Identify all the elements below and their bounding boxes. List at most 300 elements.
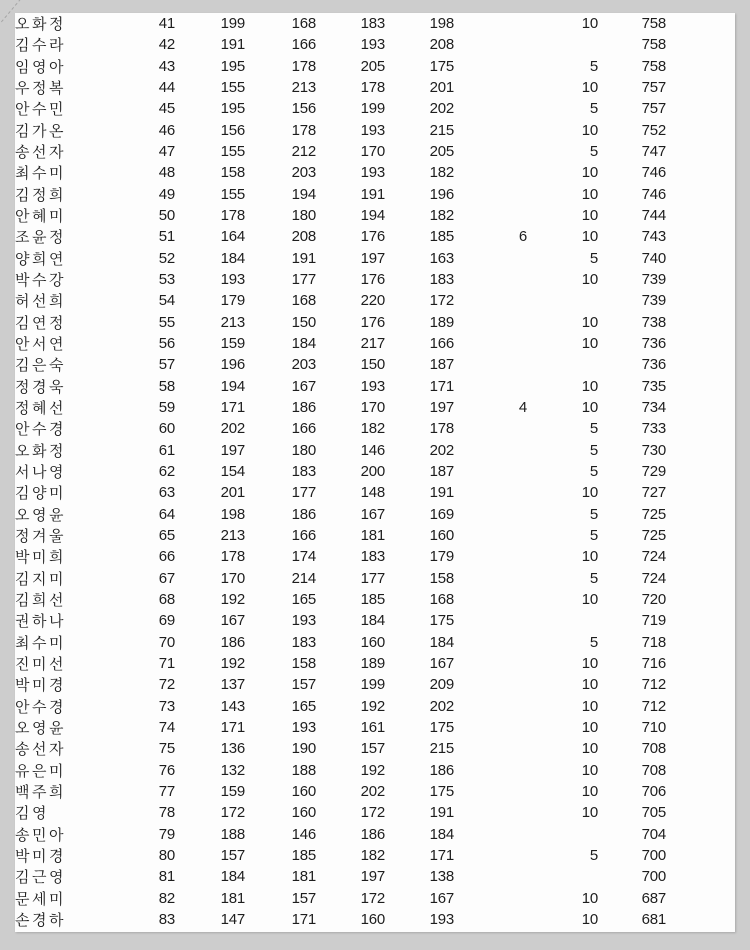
rank-cell: 73 — [158, 697, 175, 715]
handicap-cell — [454, 461, 527, 482]
total-cell: 725 — [641, 505, 666, 523]
game1-cell: 164 — [220, 228, 245, 246]
table-row — [15, 312, 735, 333]
spacer-cell — [666, 290, 735, 311]
total-cell: 724 — [641, 548, 666, 566]
game1-cell: 154 — [220, 463, 245, 481]
game3-cell: 160 — [360, 633, 385, 651]
total-cell: 758 — [641, 36, 666, 54]
total-cell: 712 — [641, 697, 666, 715]
spacer-cell — [666, 184, 735, 205]
game1-cell: 188 — [220, 825, 245, 843]
game3-cell: 148 — [360, 484, 385, 502]
table-row — [15, 141, 735, 162]
game1-cell: 155 — [220, 143, 245, 161]
handicap-cell — [454, 248, 527, 269]
player-name-cell: 정혜선 — [15, 400, 66, 418]
game2-cell: 213 — [291, 79, 316, 97]
game3-cell: 172 — [360, 889, 385, 907]
total-cell: 734 — [641, 399, 666, 417]
game2-cell: 166 — [291, 36, 316, 54]
game2-cell: 160 — [291, 804, 316, 822]
bonus-cell: 10 — [581, 207, 598, 225]
game1-cell: 159 — [220, 335, 245, 353]
total-cell: 708 — [641, 740, 666, 758]
table-row — [15, 184, 735, 205]
handicap-cell — [454, 525, 527, 546]
table-row — [15, 205, 735, 226]
bonus-cell: 10 — [581, 228, 598, 246]
game2-cell: 167 — [291, 377, 316, 395]
game3-cell: 197 — [360, 249, 385, 267]
game3-cell: 193 — [360, 121, 385, 139]
handicap-cell — [454, 141, 527, 162]
game2-cell: 193 — [291, 718, 316, 736]
total-cell: 681 — [641, 910, 666, 928]
total-cell: 752 — [641, 121, 666, 139]
bonus-cell: 5 — [589, 143, 598, 161]
handicap-cell — [454, 781, 527, 802]
game3-cell: 176 — [360, 228, 385, 246]
player-name-cell: 김은숙 — [15, 357, 66, 375]
game1-cell: 178 — [220, 207, 245, 225]
total-cell: 744 — [641, 207, 666, 225]
handicap-cell — [454, 653, 527, 674]
rank-cell: 80 — [158, 846, 175, 864]
game3-cell: 172 — [360, 804, 385, 822]
player-name-cell: 허선희 — [15, 293, 66, 311]
player-name-cell: 최수미 — [15, 634, 66, 652]
bonus-cell: 10 — [581, 121, 598, 139]
score-table-body — [15, 13, 735, 930]
table-row — [15, 120, 735, 141]
table-row — [15, 568, 735, 589]
player-name-cell: 오영윤 — [15, 719, 66, 737]
handicap-cell — [454, 290, 527, 311]
player-name-cell: 오화정 — [15, 442, 66, 460]
game2-cell: 158 — [291, 655, 316, 672]
total-cell: 736 — [641, 356, 666, 374]
game3-cell: 182 — [360, 846, 385, 864]
game3-cell: 186 — [360, 825, 385, 843]
total-cell: 710 — [641, 718, 666, 736]
handicap-cell — [454, 610, 527, 631]
handicap-cell — [454, 269, 527, 290]
game4-cell: 198 — [429, 15, 454, 33]
rank-cell: 55 — [158, 313, 175, 331]
table-row — [15, 887, 735, 908]
table-row — [15, 759, 735, 780]
game3-cell: 193 — [360, 377, 385, 395]
spacer-cell — [666, 248, 735, 269]
game2-cell: 180 — [291, 207, 316, 225]
player-name-cell: 김지미 — [15, 570, 66, 588]
total-cell: 706 — [641, 782, 666, 800]
rank-cell: 59 — [158, 399, 175, 417]
game4-cell: 201 — [429, 79, 454, 97]
table-row — [15, 525, 735, 546]
rank-cell: 66 — [158, 548, 175, 566]
table-row — [15, 333, 735, 354]
handicap-cell — [454, 738, 527, 759]
game1-cell: 202 — [220, 420, 245, 438]
handicap-cell — [454, 418, 527, 439]
handicap-cell — [454, 759, 527, 780]
rank-cell: 63 — [158, 484, 175, 502]
table-row — [15, 653, 735, 674]
game2-cell: 160 — [291, 782, 316, 800]
game3-cell: 193 — [360, 164, 385, 182]
spacer-cell — [666, 461, 735, 482]
game1-cell: 179 — [220, 292, 245, 310]
game1-cell: 137 — [220, 676, 245, 694]
rank-cell: 61 — [158, 441, 175, 459]
handicap-cell — [454, 482, 527, 503]
game3-cell: 205 — [360, 57, 385, 75]
spacer-cell — [666, 568, 735, 589]
bonus-cell: 10 — [581, 697, 598, 715]
spacer-cell — [666, 589, 735, 610]
game4-cell: 182 — [429, 164, 454, 182]
bonus-cell: 10 — [581, 782, 598, 800]
game4-cell: 171 — [429, 377, 454, 395]
bonus-cell: 5 — [589, 420, 598, 438]
game3-cell: 194 — [360, 207, 385, 225]
table-row — [15, 397, 735, 418]
player-name-cell: 정겨울 — [15, 528, 66, 546]
bonus-cell: 10 — [581, 718, 598, 736]
handicap-cell — [454, 205, 527, 226]
game2-cell: 180 — [291, 441, 316, 459]
handicap-cell — [454, 802, 527, 823]
player-name-cell: 조윤정 — [15, 229, 66, 247]
handicap-cell — [454, 34, 527, 55]
game1-cell: 184 — [220, 868, 245, 886]
spacer-cell — [666, 34, 735, 55]
game4-cell: 202 — [429, 697, 454, 715]
game1-cell: 195 — [220, 100, 245, 118]
handicap-cell — [454, 162, 527, 183]
player-name-cell: 양희연 — [15, 250, 66, 268]
player-name-cell: 김정희 — [15, 186, 66, 204]
game1-cell: 198 — [220, 505, 245, 523]
game1-cell: 197 — [220, 441, 245, 459]
rank-cell: 41 — [158, 15, 175, 33]
game1-cell: 191 — [220, 36, 245, 54]
total-cell: 687 — [641, 889, 666, 907]
handicap-cell — [454, 696, 527, 717]
game1-cell: 171 — [220, 718, 245, 736]
game4-cell: 202 — [429, 441, 454, 459]
game1-cell: 156 — [220, 121, 245, 139]
spacer-cell — [666, 56, 735, 77]
game1-cell: 192 — [220, 655, 245, 672]
spacer-cell — [666, 653, 735, 674]
bonus-cell: 10 — [581, 548, 598, 566]
rank-cell: 45 — [158, 100, 175, 118]
spacer-cell — [666, 269, 735, 290]
handicap-cell — [454, 333, 527, 354]
rank-cell: 54 — [158, 292, 175, 310]
bonus-cell: 5 — [589, 57, 598, 75]
game2-cell: 166 — [291, 420, 316, 438]
game1-cell: 193 — [220, 271, 245, 289]
game3-cell: 220 — [360, 292, 385, 310]
game1-cell: 186 — [220, 633, 245, 651]
game3-cell: 146 — [360, 441, 385, 459]
rank-cell: 65 — [158, 527, 175, 545]
bonus-cell: 10 — [581, 164, 598, 182]
total-cell: 757 — [641, 100, 666, 118]
game2-cell: 186 — [291, 505, 316, 523]
game4-cell: 158 — [429, 569, 454, 587]
total-cell: 704 — [641, 825, 666, 843]
game1-cell: 155 — [220, 185, 245, 203]
handicap-cell — [454, 13, 527, 34]
player-name-cell: 박미경 — [15, 677, 66, 695]
rank-cell: 48 — [158, 164, 175, 182]
game3-cell: 192 — [360, 697, 385, 715]
bonus-cell: 5 — [589, 100, 598, 118]
player-name-cell: 서나영 — [15, 464, 66, 482]
player-name-cell: 최수미 — [15, 165, 66, 183]
spacer-cell — [666, 141, 735, 162]
player-name-cell: 박미희 — [15, 549, 66, 567]
handicap-cell — [454, 376, 527, 397]
game3-cell: 178 — [360, 79, 385, 97]
game2-cell: 184 — [291, 335, 316, 353]
spacer-cell — [666, 162, 735, 183]
game4-cell: 178 — [429, 420, 454, 438]
total-cell: 712 — [641, 676, 666, 694]
player-name-cell: 오영윤 — [15, 506, 66, 524]
handicap-cell — [454, 56, 527, 77]
game1-cell: 196 — [220, 356, 245, 374]
spacer-cell — [666, 845, 735, 866]
bonus-cell: 10 — [581, 676, 598, 694]
game2-cell: 178 — [291, 121, 316, 139]
total-cell: 736 — [641, 335, 666, 353]
game3-cell: 192 — [360, 761, 385, 779]
game4-cell: 184 — [429, 825, 454, 843]
rank-cell: 44 — [158, 79, 175, 97]
spacer-cell — [666, 610, 735, 631]
game4-cell: 160 — [429, 527, 454, 545]
player-name-cell: 박수강 — [15, 272, 66, 290]
rank-cell: 83 — [158, 910, 175, 928]
total-cell: 743 — [641, 228, 666, 246]
rank-cell: 78 — [158, 804, 175, 822]
handicap-cell — [454, 632, 527, 653]
handicap-cell — [454, 589, 527, 610]
game1-cell: 132 — [220, 761, 245, 779]
game4-cell: 168 — [429, 591, 454, 609]
game4-cell: 186 — [429, 761, 454, 779]
game4-cell: 163 — [429, 249, 454, 267]
bonus-cell: 10 — [581, 761, 598, 779]
total-cell: 718 — [641, 633, 666, 651]
spacer-cell — [666, 738, 735, 759]
bonus-cell: 5 — [589, 527, 598, 545]
game2-cell: 165 — [291, 697, 316, 715]
game2-cell: 208 — [291, 228, 316, 246]
game2-cell: 185 — [291, 846, 316, 864]
game3-cell: 170 — [360, 143, 385, 161]
bonus-cell: 10 — [581, 910, 598, 928]
game2-cell: 203 — [291, 164, 316, 182]
player-name-cell: 유은미 — [15, 762, 66, 780]
game3-cell: 185 — [360, 591, 385, 609]
handicap-cell — [454, 717, 527, 738]
spacer-cell — [666, 546, 735, 567]
game4-cell: 208 — [429, 36, 454, 54]
rank-cell: 71 — [158, 655, 175, 672]
game1-cell: 194 — [220, 377, 245, 395]
handicap-cell — [454, 568, 527, 589]
table-row — [15, 866, 735, 887]
game3-cell: 182 — [360, 420, 385, 438]
rank-cell: 82 — [158, 889, 175, 907]
game4-cell: 215 — [429, 121, 454, 139]
table-row — [15, 610, 735, 631]
bonus-cell: 10 — [581, 377, 598, 395]
player-name-cell: 김영 — [15, 805, 49, 823]
rank-cell: 64 — [158, 505, 175, 523]
game1-cell: 178 — [220, 548, 245, 566]
spacer-cell — [666, 418, 735, 439]
game4-cell: 179 — [429, 548, 454, 566]
game3-cell: 193 — [360, 36, 385, 54]
game2-cell: 146 — [291, 825, 316, 843]
rank-cell: 79 — [158, 825, 175, 843]
game2-cell: 166 — [291, 527, 316, 545]
table-row — [15, 226, 735, 247]
game3-cell: 167 — [360, 505, 385, 523]
handicap-cell — [454, 887, 527, 908]
game2-cell: 165 — [291, 591, 316, 609]
table-row — [15, 440, 735, 461]
game2-cell: 157 — [291, 889, 316, 907]
player-name-cell: 정경욱 — [15, 378, 66, 396]
table-row — [15, 13, 735, 34]
game1-cell: 147 — [220, 910, 245, 928]
handicap-cell — [454, 674, 527, 695]
bonus-cell — [527, 354, 598, 375]
rank-cell: 43 — [158, 57, 175, 75]
total-cell: 729 — [641, 463, 666, 481]
total-cell: 758 — [641, 57, 666, 75]
game1-cell: 213 — [220, 313, 245, 331]
rank-cell: 68 — [158, 591, 175, 609]
spacer-cell — [666, 504, 735, 525]
game3-cell: 189 — [360, 655, 385, 672]
spacer-cell — [666, 759, 735, 780]
game4-cell: 189 — [429, 313, 454, 331]
rank-cell: 67 — [158, 569, 175, 587]
total-cell: 700 — [641, 846, 666, 864]
total-cell: 747 — [641, 143, 666, 161]
total-cell: 720 — [641, 591, 666, 609]
handicap-cell: 4 — [518, 399, 527, 417]
document-page — [15, 13, 735, 932]
game1-cell: 155 — [220, 79, 245, 97]
spacer-cell — [666, 781, 735, 802]
spacer-cell — [666, 802, 735, 823]
table-row — [15, 162, 735, 183]
handicap-cell — [454, 845, 527, 866]
bonus-cell: 5 — [589, 633, 598, 651]
game3-cell: 199 — [360, 676, 385, 694]
game4-cell: 171 — [429, 846, 454, 864]
game2-cell: 174 — [291, 548, 316, 566]
game2-cell: 157 — [291, 676, 316, 694]
game2-cell: 156 — [291, 100, 316, 118]
rank-cell: 76 — [158, 761, 175, 779]
total-cell: 730 — [641, 441, 666, 459]
game3-cell: 150 — [360, 356, 385, 374]
handicap-cell — [454, 546, 527, 567]
game4-cell: 175 — [429, 57, 454, 75]
game4-cell: 138 — [429, 868, 454, 886]
game4-cell: 205 — [429, 143, 454, 161]
total-cell: 746 — [641, 164, 666, 182]
bonus-cell: 10 — [581, 591, 598, 609]
bonus-cell: 10 — [581, 313, 598, 331]
game1-cell: 158 — [220, 164, 245, 182]
player-name-cell: 안수경 — [15, 421, 66, 439]
table-row — [15, 696, 735, 717]
game1-cell: 213 — [220, 527, 245, 545]
game1-cell: 195 — [220, 57, 245, 75]
bonus-cell: 5 — [589, 505, 598, 523]
rank-cell: 62 — [158, 463, 175, 481]
rank-cell: 69 — [158, 612, 175, 630]
bonus-cell — [527, 610, 598, 631]
table-row — [15, 909, 735, 930]
bonus-cell: 10 — [581, 185, 598, 203]
total-cell: 735 — [641, 377, 666, 395]
player-name-cell: 손경하 — [15, 911, 66, 929]
rank-cell: 57 — [158, 356, 175, 374]
bonus-cell — [527, 866, 598, 887]
game2-cell: 178 — [291, 57, 316, 75]
bonus-cell: 5 — [589, 569, 598, 587]
table-row — [15, 781, 735, 802]
game4-cell: 193 — [429, 910, 454, 928]
table-row — [15, 77, 735, 98]
handicap-cell — [454, 354, 527, 375]
game4-cell: 172 — [429, 292, 454, 310]
spacer-cell — [666, 823, 735, 844]
spacer-cell — [666, 632, 735, 653]
table-row — [15, 290, 735, 311]
game4-cell: 175 — [429, 718, 454, 736]
game2-cell: 188 — [291, 761, 316, 779]
bonus-cell: 5 — [589, 463, 598, 481]
game3-cell: 217 — [360, 335, 385, 353]
player-name-cell: 안혜미 — [15, 208, 66, 226]
table-row — [15, 738, 735, 759]
rank-cell: 51 — [158, 228, 175, 246]
spacer-cell — [666, 226, 735, 247]
table-row — [15, 56, 735, 77]
table-row — [15, 845, 735, 866]
total-cell: 727 — [641, 484, 666, 502]
table-row — [15, 504, 735, 525]
game2-cell: 212 — [291, 143, 316, 161]
game4-cell: 185 — [429, 228, 454, 246]
rank-cell: 49 — [158, 185, 175, 203]
